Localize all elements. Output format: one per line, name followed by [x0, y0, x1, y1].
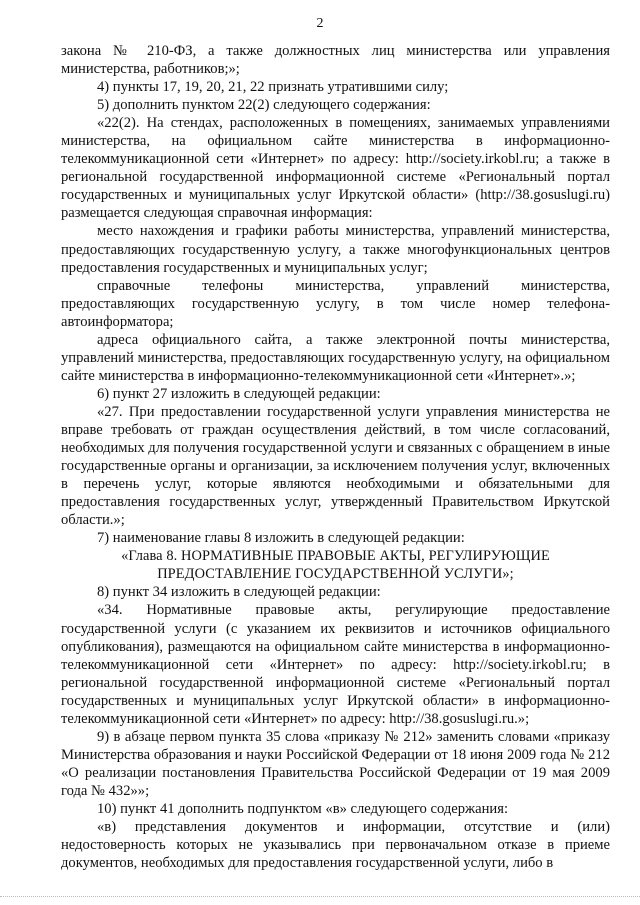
paragraph-7: адреса официального сайта, а также электронной почты министерства, управлений министерства, предоставляющих государственную услугу, на официальном сайте министерства в информационно-телекоммуникационной сети «Интернет».»; — [61, 331, 610, 384]
page-bottom-edge — [0, 896, 640, 898]
document-body — [61, 42, 610, 872]
paragraph-12: 8) пункт 34 изложить в следующей редакции: — [97, 584, 381, 601]
paragraph-15: 10) пункт 41 дополнить подпунктом «в» следующего содержания: — [97, 800, 509, 817]
chapter-heading: «Глава 8. НОРМАТИВНЫЕ ПРАВОВЫЕ АКТЫ, РЕГУЛИРУЮЩИЕ ПРЕДОСТАВЛЕНИЕ ГОСУДАРСТВЕННОЙ УСЛУГИ»; — [121, 548, 550, 583]
paragraph-3: 5) дополнить пунктом 22(2) следующего содержания: — [97, 97, 431, 114]
page-number: 2 — [316, 16, 324, 31]
paragraph-5: место нахождения и графики работы министерства, управлений министерства, предоставляющих государственную услугу, а также многофункциональных центров предоставления государственных и муниципальных услуг; — [61, 223, 610, 276]
paragraph-2: 4) пункты 17, 19, 20, 21, 22 признать утратившими силу; — [97, 79, 449, 96]
paragraph-4: «22(2). На стендах, расположенных в помещениях, занимаемых управлениями министерства, на официальном сайте министерства в информационно-телекоммуникационной сети «Интернет» по адресу: http://society.irkobl.ru; а также в региональной государственной информационной системе «Региональный портал государственных и муниципальных услуг Иркутской области» (http://38.gosuslugi.ru) размещается следующая справочная информация: — [61, 115, 610, 222]
paragraph-8: 6) пункт 27 изложить в следующей редакции: — [97, 385, 381, 402]
paragraph-10: 7) наименование главы 8 изложить в следующей редакции: — [97, 530, 465, 547]
paragraph-13: «34. Нормативные правовые акты, регулирующие предоставление государственной услуги (с указанием их реквизитов и источников официального опубликования), размещаются на официальном сайте министерства в информационно-телекоммуникационной сети «Интернет» по адресу: http://society.irkobl.ru; в региональной государственной информационной системе «Региональный портал государственных и муниципальных услуг Иркутской области» в информационно-телекоммуникационной сети «Интернет» по адресу: http://38.gosuslugi.ru.»; — [61, 602, 610, 727]
paragraph-6: справочные телефоны министерства, управлений министерства, предоставляющих государственную услугу, в том числе номер телефона-автоинформатора; — [61, 277, 610, 330]
paragraph-14: 9) в абзаце первом пункта 35 слова «приказу № 212» заменить словами «приказу Министерства образования и науки Российской Федерации от 18 июня 2009 года № 212 «О реализации постановления Правительства Российской Федерации от 19 мая 2009 года № 432»»; — [61, 728, 610, 799]
paragraph-16: «в) представления документов и информации, отсутствие и (или) недостоверность которых не указывались при первоначальном отказе в приеме документов, необходимых для предоставления государственной услуги, либо в — [61, 819, 610, 872]
paragraph-1: закона № 210-ФЗ, а также должностных лиц министерства или управления министерства, работников;»; — [61, 43, 610, 78]
paragraph-9: «27. При предоставлении государственной услуги управления министерства не вправе требовать от граждан осуществления действий, в том числе согласований, необходимых для получения государственной услуги и связанных с обращением в иные государственные органы и организации, за исключением получения услуг, включенных в перечень услуг, которые являются необходимыми и обязательными для предоставления государственных услуг, утвержденный Правительством Иркутской области.»; — [61, 403, 610, 529]
